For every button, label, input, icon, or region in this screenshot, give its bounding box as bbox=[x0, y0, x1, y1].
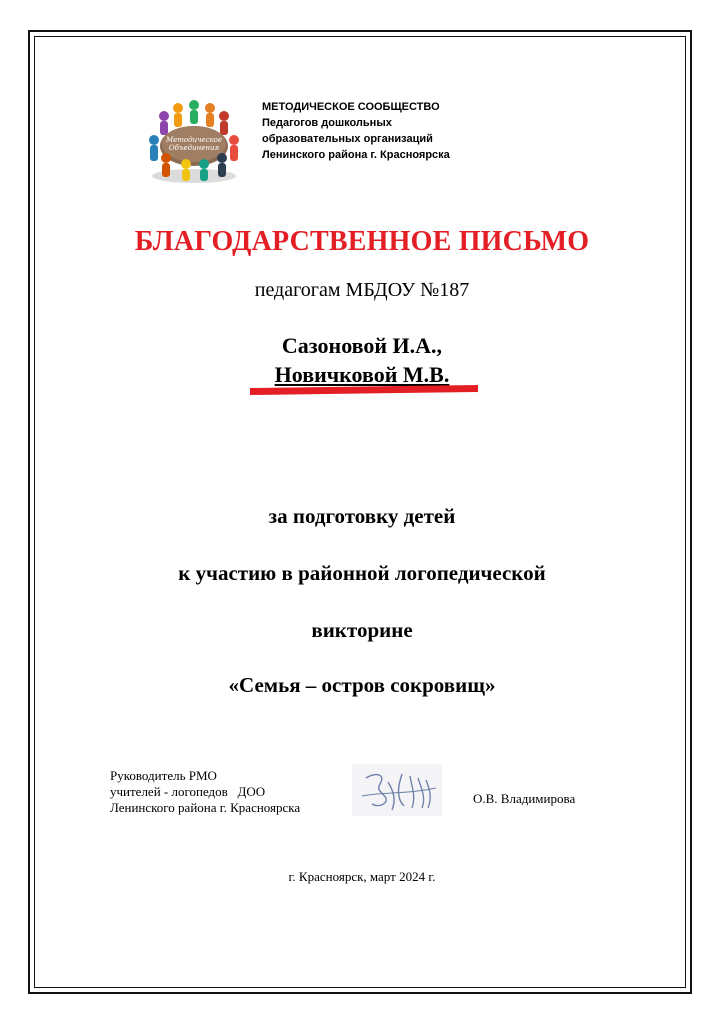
organization-line: Ленинского района г. Красноярска bbox=[262, 149, 450, 161]
red-marker-underline bbox=[250, 385, 478, 395]
logo-text-line-2: Объединения bbox=[168, 144, 220, 152]
letter-title: БЛАГОДАРСТВЕННОЕ ПИСЬМО bbox=[134, 226, 590, 257]
signer-name: О.В. Владимирова bbox=[473, 791, 576, 806]
recipient-line: педагогам МБДОУ №187 bbox=[254, 279, 470, 301]
signer-role-line: Ленинского района г. Красноярска bbox=[110, 800, 301, 815]
signer-role bbox=[110, 768, 300, 816]
place-and-date: г. Красноярск, март 2024 г. bbox=[288, 869, 436, 884]
body-line: викторине bbox=[311, 618, 413, 642]
organization-line: образовательных организаций bbox=[262, 133, 433, 145]
signer-role-line: учителей - логопедов ДОО bbox=[110, 784, 266, 799]
body-line: «Семья – остров сокровищ» bbox=[228, 673, 496, 697]
signer-role-line: Руководитель РМО bbox=[110, 768, 217, 783]
recipient-name: Сазоновой И.А., bbox=[281, 333, 443, 358]
body-line: за подготовку детей bbox=[268, 504, 456, 528]
meeting-table-logo-icon bbox=[142, 96, 246, 186]
logo-text-line-1: Методическое bbox=[165, 136, 223, 144]
handwritten-signature-icon bbox=[352, 764, 442, 816]
organization-name bbox=[262, 99, 522, 163]
organization-line: МЕТОДИЧЕСКОЕ СООБЩЕСТВО bbox=[262, 101, 440, 113]
organization-line: Педагогов дошкольных bbox=[262, 117, 392, 129]
body-line: к участию в районной логопедической bbox=[178, 561, 546, 585]
recipient-name-text: Новичковой М.В. bbox=[274, 362, 450, 387]
